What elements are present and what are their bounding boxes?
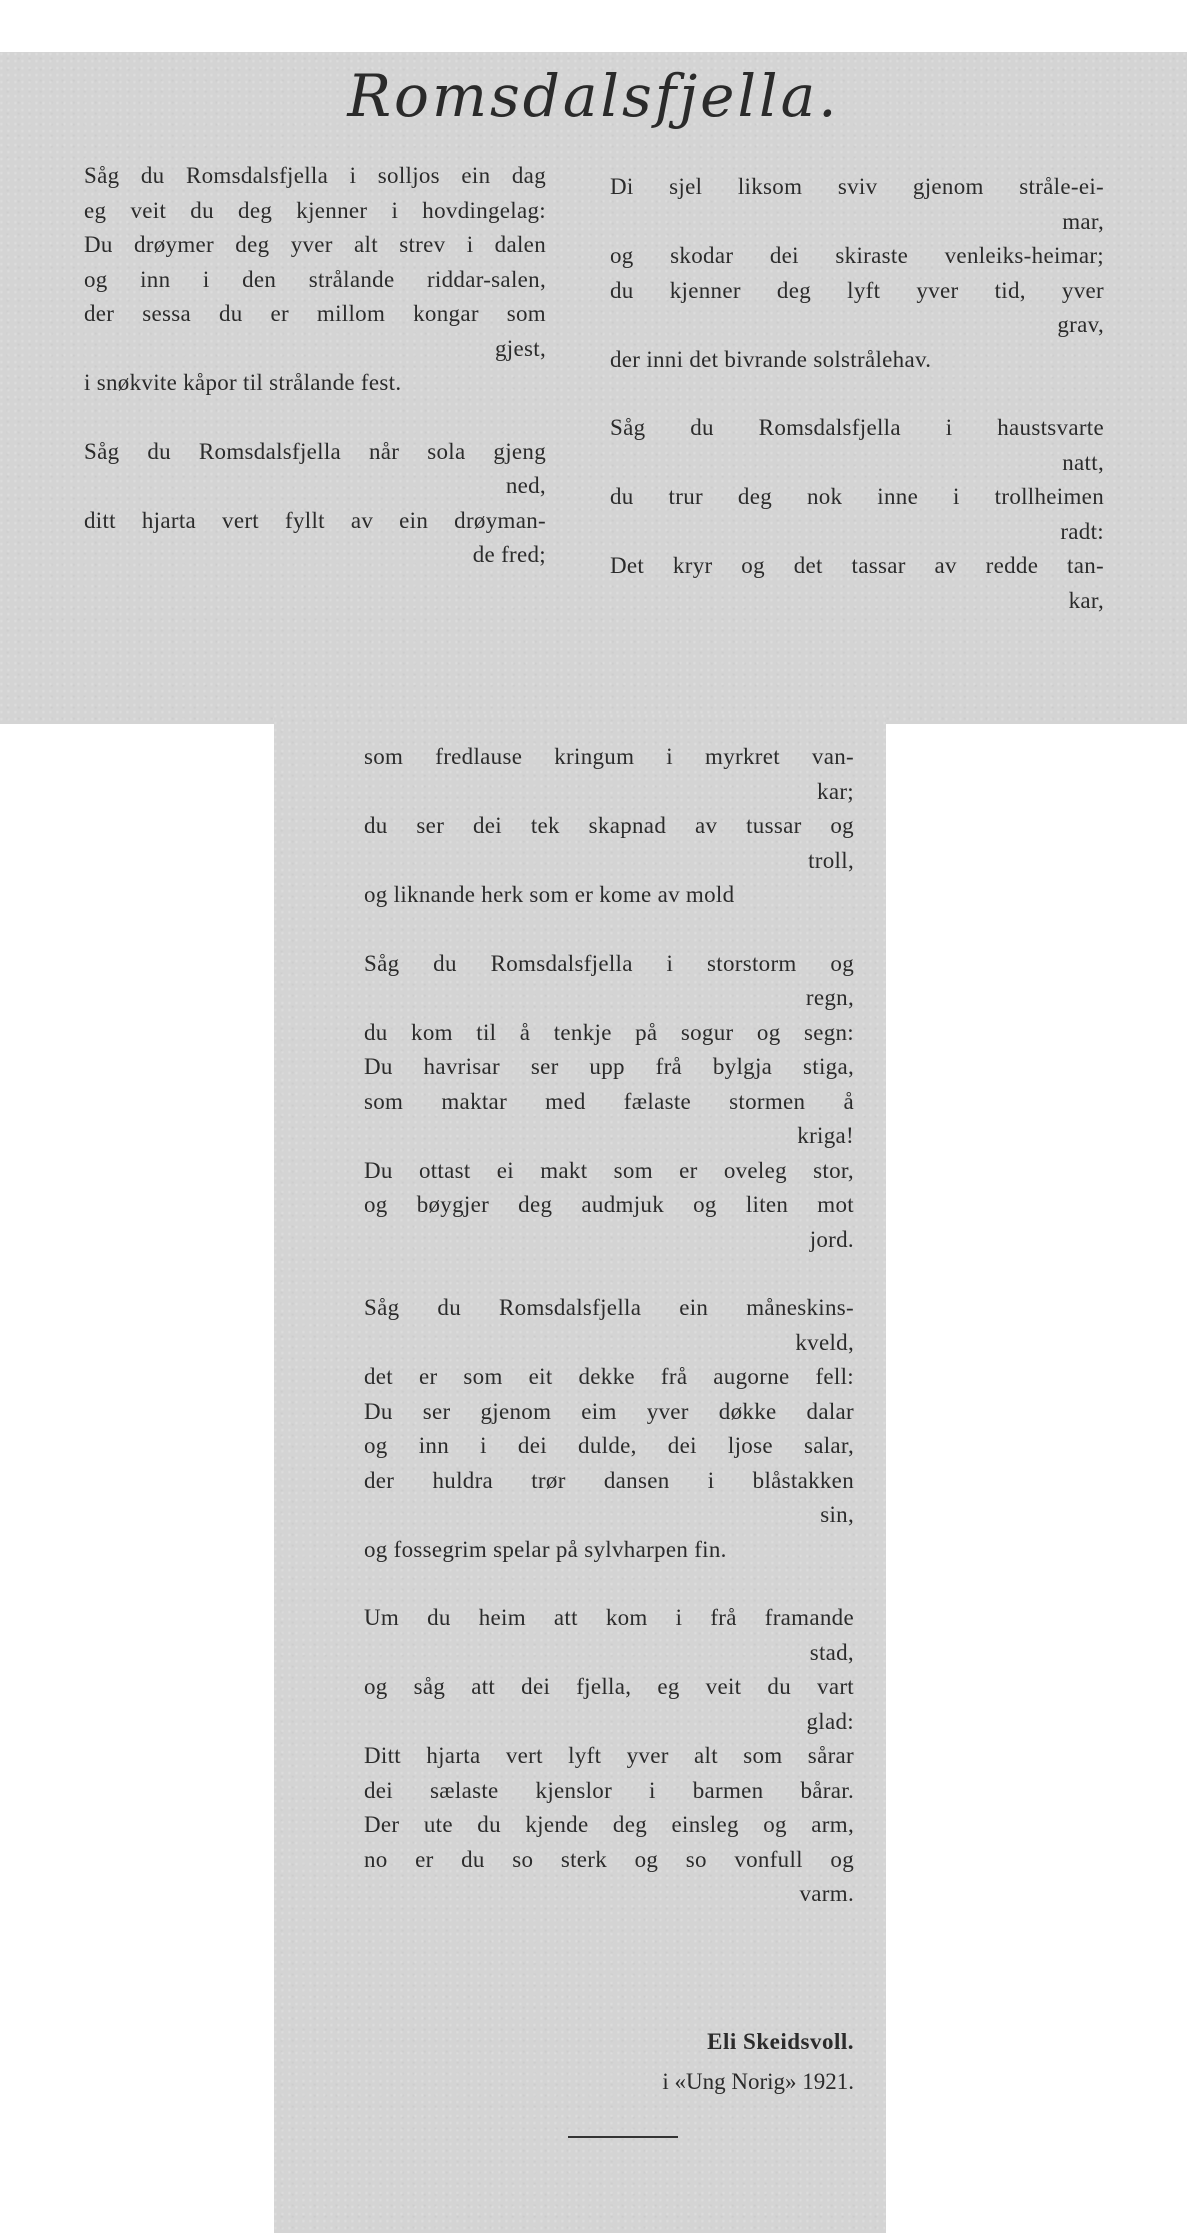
poem-line: du ser dei tek skapnad av tussar og [364, 813, 854, 838]
poem-line: og liknande herk som er kome av mold [364, 882, 735, 907]
poem-line: sin, [820, 1502, 854, 1527]
poem-line: kar; [817, 778, 854, 804]
poem-line: det er som eit dekke frå augorne fell: [364, 1364, 854, 1389]
stanza [364, 740, 854, 913]
stanza [610, 411, 1104, 618]
poem-line: du trur deg nok inne i trollheimen [610, 484, 1104, 509]
poem-line: de fred; [472, 542, 546, 567]
poem-line: Ditt hjarta vert lyft yver alt som sårar [364, 1743, 854, 1768]
poem-line: gjest, [495, 335, 546, 361]
poem-line: grav, [1057, 312, 1104, 337]
poem-line: og inn i den strålande riddar-salen, [84, 266, 546, 292]
left-column [84, 159, 546, 607]
poem-line: og fossegrim spelar på sylvharpen fin. [364, 1536, 727, 1562]
stanza [84, 159, 546, 401]
poem-line: Du ottast ei makt som er oveleg stor, [364, 1157, 854, 1183]
stanza [84, 435, 546, 573]
poem-line: stad, [809, 1639, 854, 1665]
poem-line: og skodar dei skiraste venleiks-heimar; [610, 243, 1104, 268]
poem-line: du kom til å tenkje på sogur og segn: [364, 1019, 854, 1045]
poem-line: dei sælaste kjenslor i barmen bårar. [364, 1777, 854, 1803]
stanza [364, 1291, 854, 1567]
publication-source: i «Ung Norig» 1921. [662, 2069, 854, 2094]
poem-line: Såg du Romsdalsfjella når sola gjeng [84, 438, 546, 464]
stanza [610, 170, 1104, 377]
poem-line: der inni det bivrande solstrålehav. [610, 346, 932, 372]
poem-line: varm. [799, 1881, 854, 1906]
bottom-column [364, 740, 854, 1946]
poem-title: Romsdalsfjella. [347, 62, 840, 130]
poem-line: Såg du Romsdalsfjella ein måneskins- [364, 1295, 854, 1320]
poem-line: Det kryr og det tassar av redde tan- [610, 553, 1104, 578]
poem-line: Du ser gjenom eim yver døkke dalar [364, 1398, 854, 1424]
poem-line: natt, [1062, 449, 1104, 475]
poem-line: Såg du Romsdalsfjella i haustsvarte [610, 415, 1104, 440]
poem-line: Um du heim att kom i frå framande [364, 1605, 854, 1630]
stanza [364, 1601, 854, 1912]
poem-line: mar, [1062, 208, 1104, 234]
poem-line: kriga! [797, 1123, 854, 1148]
poem-line: radt: [1060, 518, 1104, 544]
poem-line: ned, [505, 473, 546, 498]
poem-line: no er du so sterk og so vonfull og [364, 1846, 854, 1872]
poem-line: Du havrisar ser upp frå bylgja stiga, [364, 1054, 854, 1079]
stanza [364, 947, 854, 1258]
poem-line: glad: [806, 1708, 854, 1734]
poem-line: du kjenner deg lyft yver tid, yver [610, 277, 1104, 303]
poem-line: Du drøymer deg yver alt strev i dalen [84, 232, 546, 257]
poem-line: Der ute du kjende deg einsleg og arm, [364, 1812, 854, 1837]
right-column [610, 170, 1104, 652]
poem-line: der huldra trør dansen i blåstakken [364, 1467, 854, 1493]
poem-line: og inn i dei dulde, dei ljose salar, [364, 1433, 854, 1458]
poem-line: Såg du Romsdalsfjella i storstorm og [364, 950, 854, 976]
poem-line: og såg att dei fjella, eg veit du vart [364, 1674, 854, 1699]
poem-line: som fredlause kringum i myrkret van- [364, 744, 854, 769]
poem-line: og bøygjer deg audmjuk og liten mot [364, 1192, 854, 1217]
poem-line: regn, [805, 985, 854, 1010]
poem-line: i snøkvite kåpor til strålande fest. [84, 370, 402, 395]
poem-line: kveld, [795, 1329, 854, 1355]
poem-line: Såg du Romsdalsfjella i solljos ein dag [84, 163, 546, 188]
poem-line: Di sjel liksom sviv gjenom stråle-ei- [610, 174, 1104, 199]
poem-line: kar, [1068, 587, 1104, 613]
poem-line: jord. [809, 1226, 854, 1252]
author-name: Eli Skeidsvoll. [707, 2029, 854, 2054]
poem-line: troll, [808, 847, 854, 873]
end-rule [568, 2136, 678, 2138]
poem-line: ditt hjarta vert fyllt av ein drøyman- [84, 507, 546, 533]
poem-line: eg veit du deg kjenner i hovdingelag: [84, 197, 546, 223]
poem-line: som maktar med fælaste stormen å [364, 1088, 854, 1114]
poem-line: der sessa du er millom kongar som [84, 301, 546, 326]
